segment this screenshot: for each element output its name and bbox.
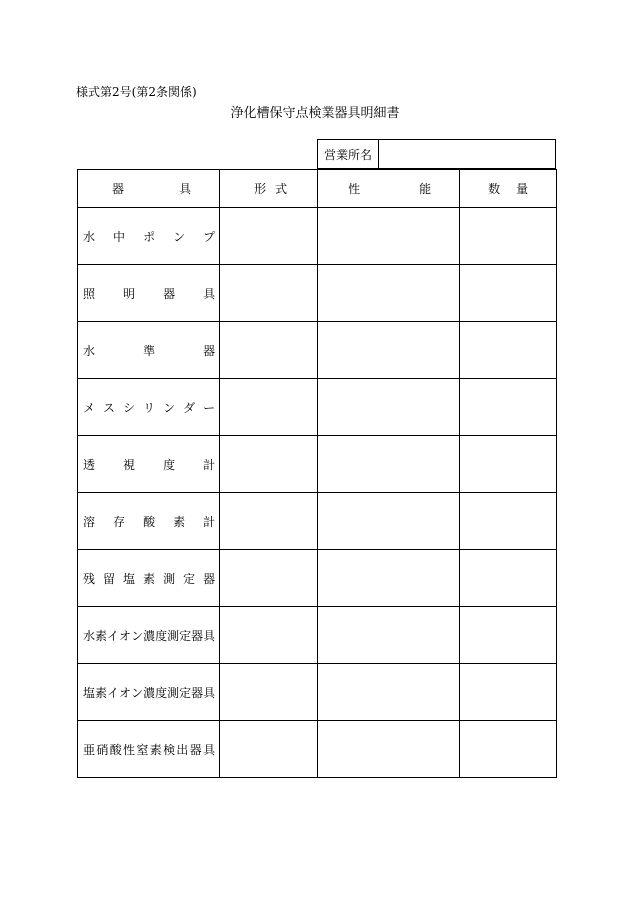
instrument-name-cell xyxy=(78,721,220,778)
office-name-field[interactable] xyxy=(379,140,555,168)
instrument-name-cell xyxy=(78,550,220,607)
instrument-name-cell xyxy=(78,379,220,436)
quantity-cell[interactable] xyxy=(460,493,557,550)
instrument-name: 水 準 器 xyxy=(83,343,216,358)
instrument-name-cell xyxy=(78,493,220,550)
table-row xyxy=(78,550,557,607)
instrument-name: 水 素 イ オ ン 濃 度 測 定 器 具 xyxy=(83,628,216,643)
performance-cell[interactable] xyxy=(318,322,460,379)
instrument-name-cell xyxy=(78,607,220,664)
model-cell[interactable] xyxy=(220,379,318,436)
instrument-name-cell xyxy=(78,322,220,379)
instrument-name: 残 留 塩 素 測 定 器 xyxy=(83,571,216,586)
quantity-cell[interactable] xyxy=(460,322,557,379)
instrument-name: 溶 存 酸 素 計 xyxy=(83,514,216,529)
header-instrument-char: 器 xyxy=(112,182,125,196)
performance-cell[interactable] xyxy=(318,493,460,550)
performance-cell[interactable] xyxy=(318,721,460,778)
quantity-cell[interactable] xyxy=(460,550,557,607)
table-row xyxy=(78,436,557,493)
table-row xyxy=(78,607,557,664)
instrument-name: 塩 素 イ オ ン 濃 度 測 定 器 具 xyxy=(83,685,216,700)
performance-cell[interactable] xyxy=(318,664,460,721)
table-row xyxy=(78,721,557,778)
equipment-table xyxy=(77,169,557,778)
table-row xyxy=(78,664,557,721)
model-cell[interactable] xyxy=(220,265,318,322)
instrument-name-cell xyxy=(78,208,220,265)
table-row xyxy=(78,265,557,322)
form-number: 様式第2号(第2条関係) xyxy=(76,85,197,99)
instrument-name-cell xyxy=(78,436,220,493)
header-performance-char: 能 xyxy=(419,182,432,196)
performance-cell[interactable] xyxy=(318,265,460,322)
header-quantity-char: 量 xyxy=(516,182,529,196)
model-cell[interactable] xyxy=(220,208,318,265)
table-row xyxy=(78,379,557,436)
performance-cell[interactable] xyxy=(318,208,460,265)
quantity-cell[interactable] xyxy=(460,436,557,493)
performance-cell[interactable] xyxy=(318,550,460,607)
header-instrument-char: 具 xyxy=(179,182,192,196)
table-row xyxy=(78,493,557,550)
header-model xyxy=(220,170,318,208)
model-cell[interactable] xyxy=(220,493,318,550)
quantity-cell[interactable] xyxy=(460,664,557,721)
quantity-cell[interactable] xyxy=(460,607,557,664)
header-model-char: 式 xyxy=(275,182,288,196)
quantity-cell[interactable] xyxy=(460,721,557,778)
quantity-cell[interactable] xyxy=(460,265,557,322)
office-name-label: 営業所名 xyxy=(318,140,379,168)
performance-cell[interactable] xyxy=(318,436,460,493)
quantity-cell[interactable] xyxy=(460,208,557,265)
header-instrument xyxy=(78,170,220,208)
instrument-name: 照 明 器 具 xyxy=(83,286,216,301)
instrument-name-cell xyxy=(78,265,220,322)
model-cell[interactable] xyxy=(220,550,318,607)
table-row xyxy=(78,322,557,379)
quantity-cell[interactable] xyxy=(460,379,557,436)
model-cell[interactable] xyxy=(220,436,318,493)
model-cell[interactable] xyxy=(220,322,318,379)
performance-cell[interactable] xyxy=(318,607,460,664)
header-performance xyxy=(318,170,460,208)
instrument-name: 透 視 度 計 xyxy=(83,457,216,472)
model-cell[interactable] xyxy=(220,607,318,664)
office-name-box xyxy=(317,139,556,169)
model-cell[interactable] xyxy=(220,721,318,778)
instrument-name: 水 中 ポ ン プ xyxy=(83,229,216,244)
table-row xyxy=(78,208,557,265)
header-quantity xyxy=(460,170,557,208)
document-title: 浄化槽保守点検業器具明細書 xyxy=(230,106,400,121)
header-quantity-char: 数 xyxy=(488,182,501,196)
header-model-char: 形 xyxy=(254,182,267,196)
performance-cell[interactable] xyxy=(318,379,460,436)
instrument-name-cell xyxy=(78,664,220,721)
header-performance-char: 性 xyxy=(348,182,361,196)
instrument-name: 亜 硝 酸 性 窒 素 検 出 器 具 xyxy=(83,742,216,757)
model-cell[interactable] xyxy=(220,664,318,721)
table-header-row xyxy=(78,170,557,208)
instrument-name: メ ス シ リ ン ダ ー xyxy=(83,400,216,415)
